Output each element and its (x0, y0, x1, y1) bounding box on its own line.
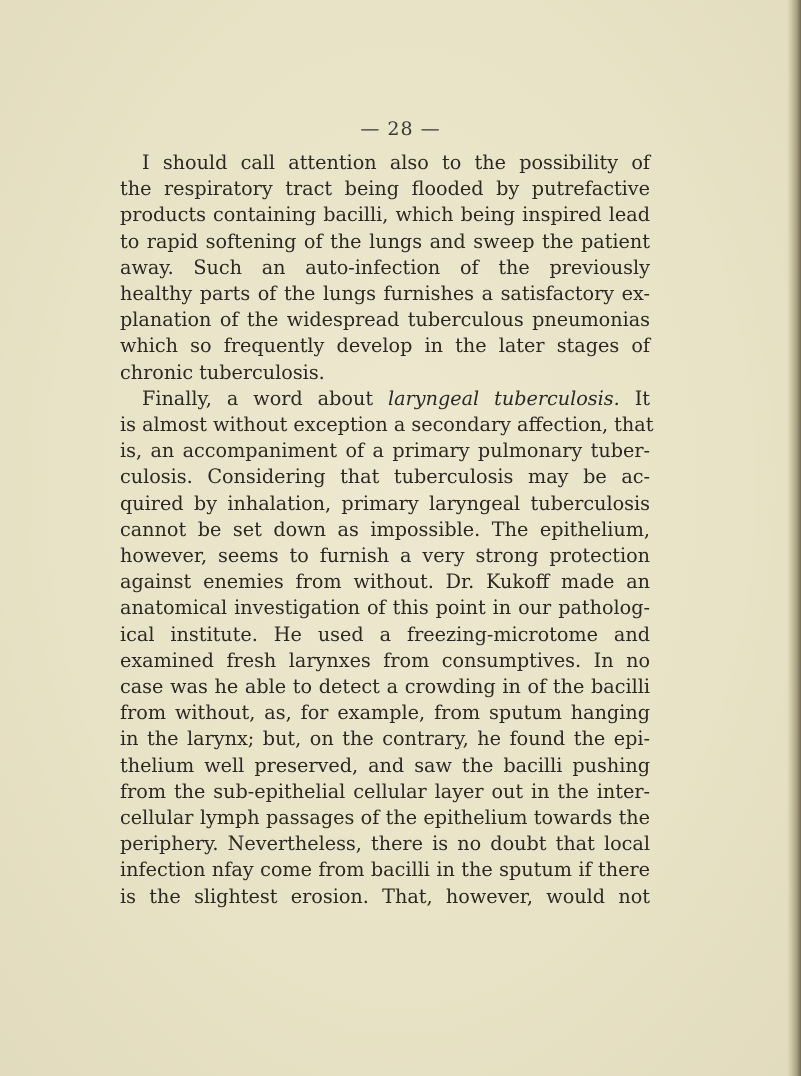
text-line: healthy parts of the lungs furnishes a satisfactory ex- (120, 282, 650, 306)
text-line: quired by inhalation, primary laryngeal tuberculosis (120, 491, 650, 515)
text-line: culosis. Considering that tuberculosis may be ac- (120, 465, 650, 489)
text-line: ical institute. He used a freezing-microtome and (120, 622, 650, 646)
text-line: examined fresh larynxes from consumptives. In no (120, 648, 650, 672)
text-line: products containing bacilli, which being inspired lead (120, 203, 650, 227)
italic-term: laryngeal tuberculosis. (388, 386, 620, 410)
text-line: in the larynx; but, on the contrary, he found the epi- (120, 727, 650, 751)
text-fragment: Finally, a word about (142, 386, 388, 410)
text-line: planation of the widespread tuberculous pneumonias (120, 308, 650, 332)
text-line: however, seems to furnish a very strong protection (120, 544, 650, 568)
text-line: periphery. Nevertheless, there is no doubt that local (120, 832, 650, 856)
text-line: cannot be set down as impossible. The epithelium, (120, 517, 650, 541)
text-line: against enemies from without. Dr. Kukoff made an (120, 570, 650, 594)
text-line-with-italic (120, 386, 650, 412)
page-number: — 28 — (360, 118, 441, 140)
text-line: case was he able to detect a crowding in of the bacilli (120, 675, 650, 699)
body-text (120, 150, 654, 910)
text-line: I should call attention also to the possibility of (142, 151, 650, 174)
text-line: anatomical investigation of this point in our patholog- (120, 596, 650, 620)
text-fragment: It (619, 386, 650, 410)
text-line: infection nfay come from bacilli in the sputum if there (120, 858, 650, 882)
text-line: is the slightest erosion. That, however, would not (120, 884, 650, 908)
text-line: which so frequently develop in the later stages of (120, 334, 650, 358)
text-line: from the sub-epithelial cellular layer out in the inter- (120, 779, 650, 803)
text-line: the respiratory tract being flooded by putrefactive (120, 177, 650, 201)
text-line: chronic tuberculosis. (120, 360, 325, 384)
text-line: to rapid softening of the lungs and sweep the patient (120, 229, 650, 253)
text-line: from without, as, for example, from sputum hanging (120, 701, 650, 725)
text-line: is, an accompaniment of a primary pulmonary tuber- (120, 439, 650, 463)
text-line: thelium well preserved, and saw the bacilli pushing (120, 753, 650, 777)
text-line: is almost without exception a secondary affection, that (120, 413, 654, 437)
page-binding-edge (787, 0, 801, 1076)
text-line: away. Such an auto-infection of the previously (120, 255, 650, 279)
text-line: cellular lymph passages of the epithelium towards the (120, 806, 650, 830)
